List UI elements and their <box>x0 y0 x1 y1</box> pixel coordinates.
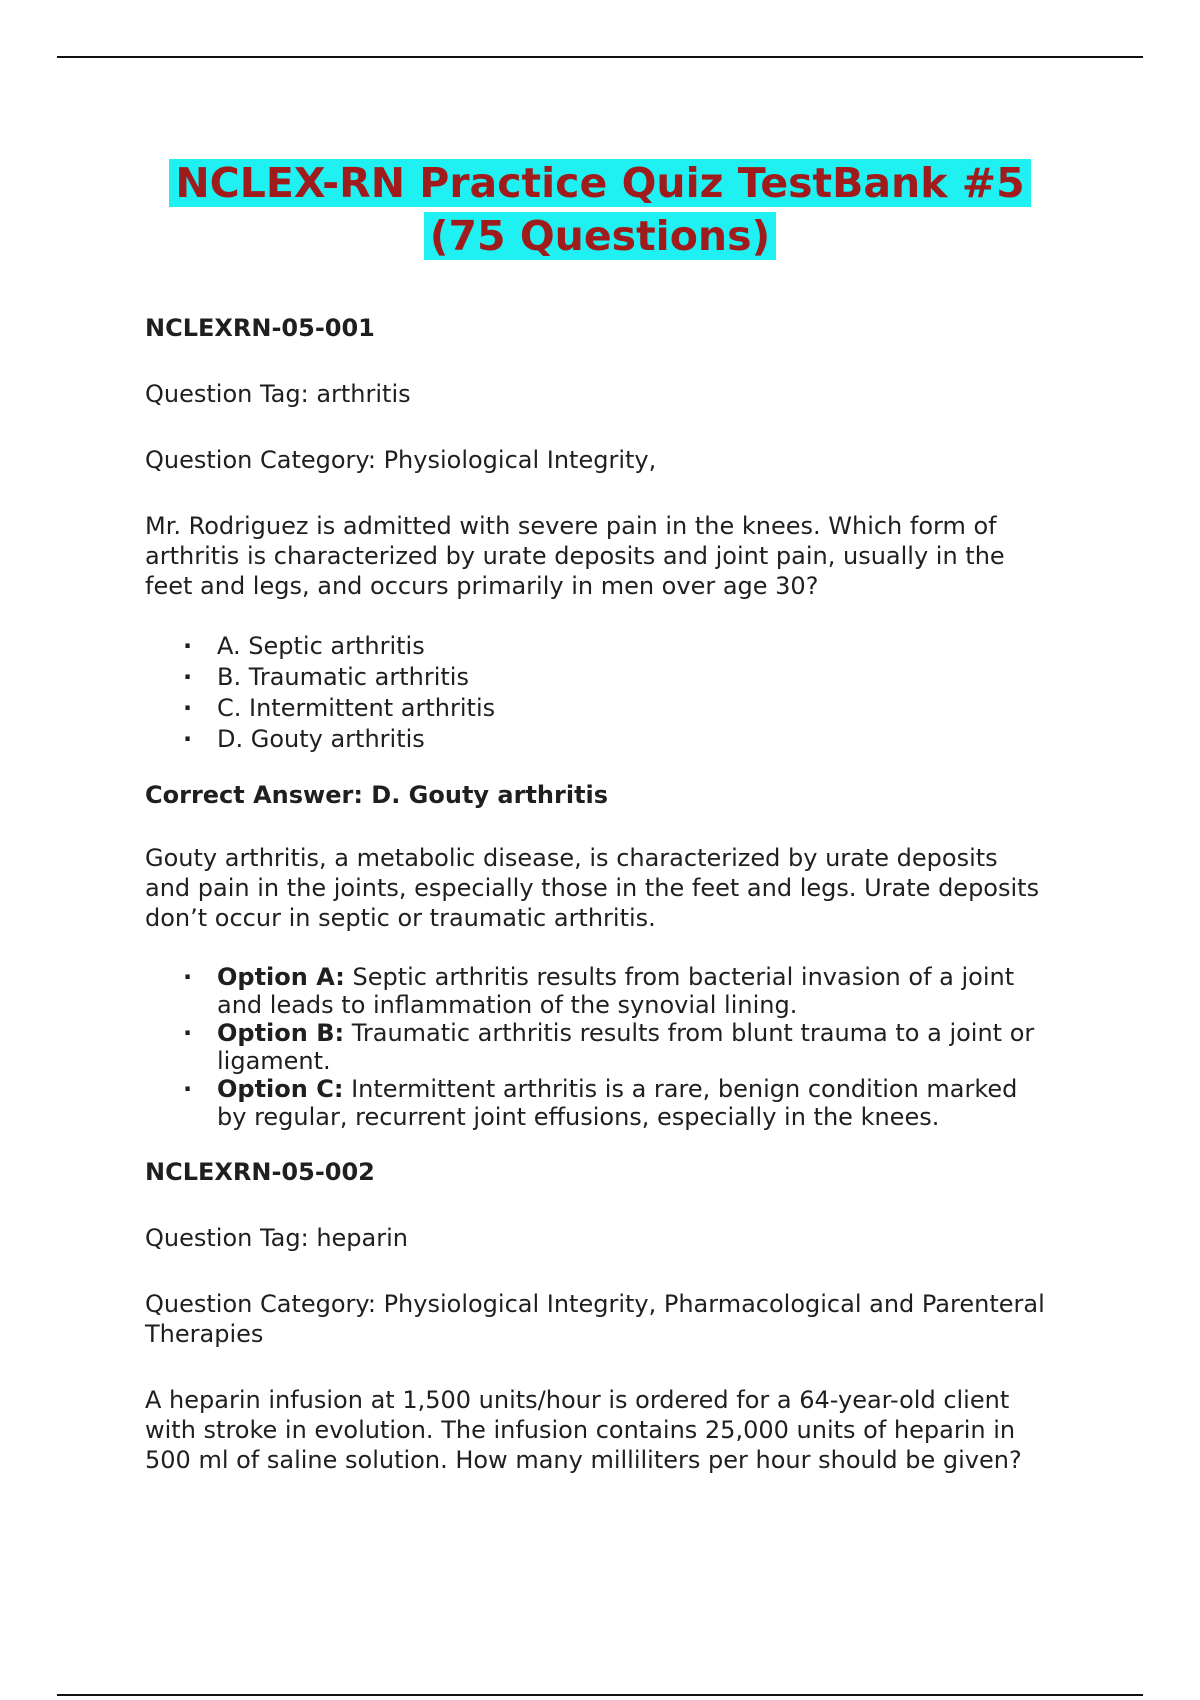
option-note-c <box>145 1075 1045 1131</box>
answer-options <box>145 631 1045 755</box>
title-line-2: (75 Questions) <box>424 212 776 260</box>
option-d: · D. Gouty arthritis <box>145 724 1045 755</box>
option-note-label: Option A: <box>217 963 345 991</box>
explanation: Gouty arthritis, a metabolic disease, is characterized by urate deposits and pain in the joints, especially those in the feet and legs. Urate deposits don’t occur in septic or traumatic arthritis. <box>145 844 1040 932</box>
question-block-2 <box>145 1157 1045 1475</box>
option-note-text: Septic arthritis results from bacterial invasion of a joint and leads to inflammation of the synovial lining. <box>217 963 1015 1019</box>
document-title <box>0 157 1200 263</box>
option-b: · B. Traumatic arthritis <box>145 662 1045 693</box>
title-line-1: NCLEX-RN Practice Quiz TestBank #5 <box>169 159 1030 207</box>
question-tag: Question Tag: heparin <box>145 1224 408 1252</box>
bottom-rule <box>57 1694 1143 1696</box>
option-note-b <box>145 1019 1045 1075</box>
option-note-text: Intermittent arthritis is a rare, benign condition marked by regular, recurrent joint effusions, especially in the knees. <box>217 1075 1018 1131</box>
option-c: · C. Intermittent arthritis <box>145 693 1045 724</box>
question-block-1 <box>145 313 1045 1131</box>
option-a: · A. Septic arthritis <box>145 631 1045 662</box>
option-note-label: Option C: <box>217 1075 344 1103</box>
option-note-text: Traumatic arthritis results from blunt trauma to a joint or ligament. <box>217 1019 1035 1075</box>
question-id: NCLEXRN-05-002 <box>145 1158 375 1186</box>
question-text: Mr. Rodriguez is admitted with severe pain in the knees. Which form of arthritis is characterized by urate deposits and joint pain, usually in the feet and legs, and occurs primarily in men over age 30? <box>145 512 1005 600</box>
option-note-a <box>145 963 1045 1019</box>
option-notes <box>145 963 1045 1131</box>
option-note-label: Option B: <box>217 1019 345 1047</box>
question-category: Question Category: Physiological Integrity, <box>145 446 657 474</box>
correct-answer: Correct Answer: D. Gouty arthritis <box>145 781 609 809</box>
document-body <box>145 313 1045 1505</box>
top-rule <box>57 56 1143 58</box>
question-id: NCLEXRN-05-001 <box>145 314 375 342</box>
question-category: Question Category: Physiological Integrity, Pharmacological and Parenteral Therapies <box>145 1290 1045 1348</box>
question-text: A heparin infusion at 1,500 units/hour is ordered for a 64-year-old client with stroke in evolution. The infusion contains 25,000 units of heparin in 500 ml of saline solution. How many milliliters per hour should be given? <box>145 1386 1022 1474</box>
question-tag: Question Tag: arthritis <box>145 380 411 408</box>
